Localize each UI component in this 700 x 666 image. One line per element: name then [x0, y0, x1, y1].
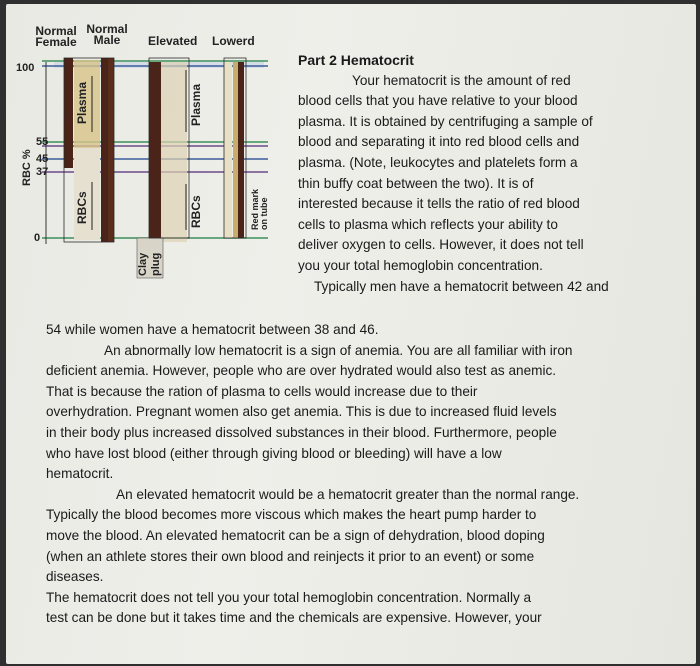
text-line: Your hematocrit is the amount of red	[352, 72, 571, 88]
text-line: cells to plasma which reflects your ability to	[298, 216, 558, 232]
text-line: thin buffy coat between the two). It is of	[298, 175, 534, 191]
red-mark-label-2: on tube	[259, 197, 269, 230]
text-line: plasma. It is obtained by centrifuging a sample of	[298, 113, 593, 129]
rbcs-1-label: RBCs	[75, 191, 89, 224]
text-line: deliver oxygen to cells. However, it does not tell	[298, 237, 584, 253]
intro-column	[298, 50, 638, 297]
header-normal-female-text	[32, 26, 80, 48]
text-line: blood and separating it into red blood cells and	[298, 134, 580, 150]
header-normal-female	[32, 26, 80, 48]
text-line: move the blood. An elevated hematocrit can be a sign of dehydration, blood doping	[46, 527, 545, 543]
text-line: diseases.	[46, 569, 104, 585]
text-line: test can be done but it takes time and the chemicals are expensive. However, your	[46, 610, 542, 626]
text-line: The hematocrit does not tell you your total hemoglobin concentration. Normally a	[46, 589, 532, 605]
section-heading: Part 2 Hematocrit	[298, 52, 414, 68]
paragraph-2	[46, 341, 646, 485]
text-line: blood cells that you have relative to your blood	[298, 93, 578, 109]
tube-1-left-blood	[64, 58, 73, 168]
hdr-nm-line: Male	[93, 33, 121, 47]
tube-2-blood-edge	[108, 58, 114, 242]
hdr-nm-line: Normal	[86, 22, 128, 36]
text-line: deficient anemia. However, people who are over hydrated would also test as anemic.	[46, 363, 557, 379]
plasma-1-label: Plasma	[75, 81, 89, 124]
header-lowered: Lowerd	[212, 34, 255, 48]
tube-4-plasma	[224, 62, 232, 238]
text-line: overhydration. Pregnant women also get anemia. This is due to increased fluid levels	[46, 404, 557, 420]
hematocrit-diagram	[6, 4, 306, 304]
text-line: who have lost blood (either through giving blood or bleeding) will have a low	[46, 445, 502, 461]
text-line: plasma. (Note, leukocytes and platelets form a	[298, 154, 578, 170]
tick-45: 45	[36, 153, 49, 165]
text-line: That is because the ration of plasma to cells would increase due to their	[46, 383, 478, 399]
body-text	[46, 320, 646, 629]
text-line: you your total hemoglobin concentration.	[298, 257, 543, 273]
document-page	[6, 4, 696, 664]
text-line: in their body plus increased dissolved substances in their blood. Furthermore, people	[46, 424, 557, 440]
rbcs-2-label: RBCs	[189, 195, 203, 228]
tick-55: 55	[36, 136, 49, 148]
red-mark-label-1: Red mark	[250, 188, 260, 230]
tick-100: 100	[16, 62, 35, 74]
text-line: An abnormally low hematocrit is a sign of anemia. You are all familiar with iron	[104, 342, 573, 358]
text-line: Typically men have a hematocrit between 42 and	[314, 278, 609, 294]
text-line: Typically the blood becomes more viscous which makes the heart pump harder to	[46, 507, 537, 523]
header-normal-male	[86, 24, 128, 46]
text-line: An elevated hematocrit would be a hematocrit greater than the normal range.	[116, 486, 580, 502]
paragraph-4	[46, 588, 646, 629]
text-line: hematocrit.	[46, 466, 114, 482]
tick-37: 37	[36, 166, 49, 178]
plasma-2-label: Plasma	[189, 83, 203, 126]
paragraph-1-continued: 54 while women have a hematocrit between 38 and 46.	[46, 322, 379, 337]
clay-plug-label-2: plug	[150, 252, 162, 276]
header-elevated: Elevated	[148, 34, 198, 48]
tube-3-blood	[149, 62, 161, 242]
text-line: interested because it tells the ratio of red blood	[298, 196, 580, 212]
tube-4-blood	[238, 62, 244, 238]
hematocrit-figure	[6, 4, 306, 304]
hdr-nf-line: Female	[35, 35, 77, 49]
clay-plug-label-1: Clay	[137, 252, 149, 276]
text-line: (when an athlete stores their own blood and reinjects it prior to an event) or some	[46, 548, 535, 564]
tube-3-sample	[161, 62, 187, 242]
header-normal-male-text	[86, 24, 128, 46]
y-axis-label: RBC %	[21, 149, 33, 186]
paragraph-1	[298, 71, 638, 298]
tick-0: 0	[34, 232, 41, 244]
paragraph-3	[46, 485, 646, 588]
hdr-nf-line: Normal	[35, 24, 77, 38]
